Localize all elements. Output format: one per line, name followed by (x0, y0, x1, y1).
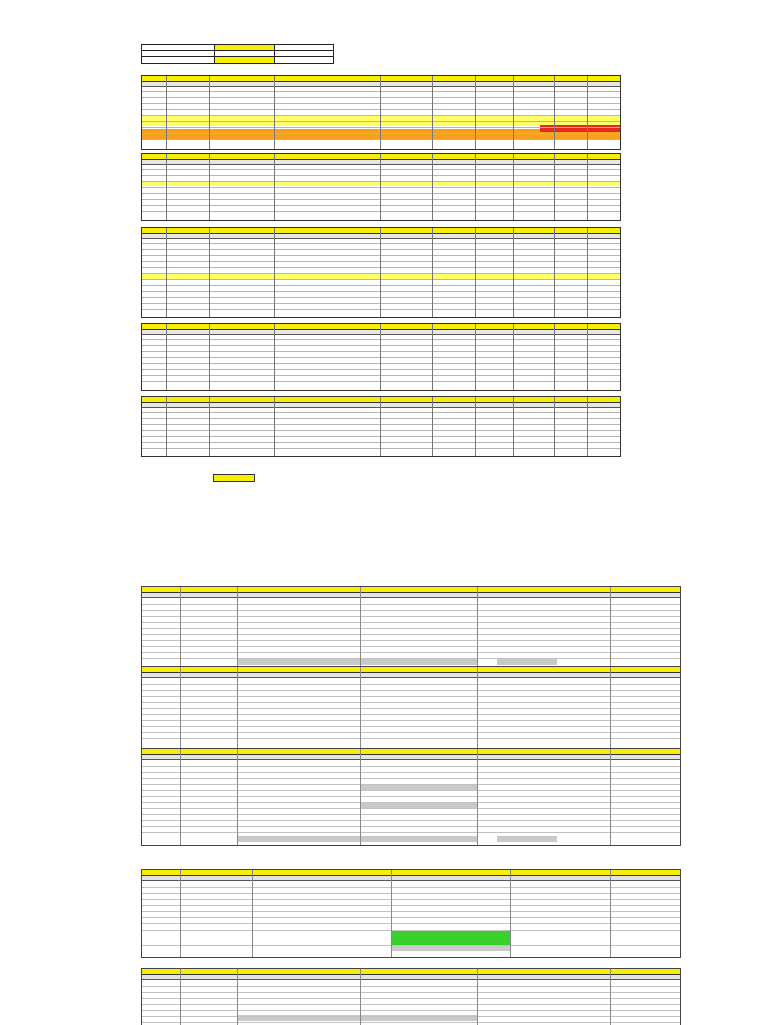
table-row-line (142, 696, 680, 697)
column-divider (554, 76, 555, 149)
table-row-line (142, 720, 680, 721)
column-divider (513, 324, 514, 390)
column-divider (510, 870, 511, 957)
table-row-line (142, 766, 680, 767)
column-header-row (142, 593, 680, 598)
table-row-line (142, 640, 680, 641)
table-row-line (142, 998, 680, 999)
column-divider (475, 76, 476, 149)
column-divider (587, 228, 588, 317)
table-row-line (142, 351, 620, 352)
column-divider (380, 397, 381, 456)
column-divider (209, 76, 210, 149)
column-divider (477, 587, 478, 668)
column-divider (432, 154, 433, 220)
table-row-line (142, 303, 620, 304)
header-column-divider (274, 45, 275, 63)
top-table-section-4 (141, 323, 621, 391)
table-row-line (142, 103, 620, 104)
table-row-line (142, 738, 680, 739)
column-divider (554, 397, 555, 456)
column-divider (274, 154, 275, 220)
table-row-line (142, 139, 620, 140)
table-row-line (142, 430, 620, 431)
table-row-line (142, 418, 620, 419)
table-row-line (142, 205, 620, 206)
table-row-line (142, 604, 680, 605)
table-row-line (142, 887, 680, 888)
table-row-line (142, 905, 680, 906)
shaded-cell (237, 836, 477, 842)
table-row-line (142, 424, 620, 425)
column-divider (432, 397, 433, 456)
column-divider (513, 76, 514, 149)
column-divider (237, 587, 238, 668)
table-row-line (142, 1004, 680, 1005)
table-row-line (142, 616, 680, 617)
column-divider (477, 667, 478, 749)
footer-yellow-note (213, 474, 255, 482)
table-row-line (142, 442, 620, 443)
column-divider (180, 969, 181, 1025)
column-divider (513, 228, 514, 317)
table-row-line (142, 646, 680, 647)
column-divider (610, 749, 611, 845)
column-divider (360, 969, 361, 1025)
column-divider (587, 76, 588, 149)
header-divider (142, 50, 333, 51)
bottom-table-section-3 (141, 748, 681, 846)
column-divider (209, 397, 210, 456)
column-divider (391, 870, 392, 957)
column-divider (554, 228, 555, 317)
column-divider (166, 397, 167, 456)
table-row-line (142, 267, 620, 268)
header-divider (142, 56, 333, 57)
column-divider (180, 667, 181, 749)
table-row-line (142, 930, 680, 931)
table-row-line (142, 109, 620, 110)
column-divider (180, 749, 181, 845)
table-row-line (142, 784, 680, 785)
table-row-line (142, 778, 680, 779)
column-divider (475, 228, 476, 317)
column-divider (237, 749, 238, 845)
table-row-line (142, 381, 620, 382)
header-yellow-cell-2 (214, 57, 274, 63)
column-divider (209, 154, 210, 220)
column-divider (554, 154, 555, 220)
table-row-line (142, 309, 620, 310)
column-divider (610, 870, 611, 957)
top-table-section-2 (141, 153, 621, 221)
column-divider (477, 969, 478, 1025)
column-divider (274, 324, 275, 390)
table-row-line (142, 199, 620, 200)
column-divider (587, 154, 588, 220)
document-header-grid (141, 44, 334, 64)
table-row-line (142, 345, 620, 346)
column-divider (380, 324, 381, 390)
column-divider (237, 969, 238, 1025)
column-divider (180, 587, 181, 668)
bottom-table-section-5 (141, 968, 681, 1025)
column-divider (237, 667, 238, 749)
column-divider (513, 397, 514, 456)
table-row-line (142, 714, 680, 715)
table-row-line (142, 291, 620, 292)
column-divider (432, 228, 433, 317)
table-row-line (142, 285, 620, 286)
table-row-line (142, 986, 680, 987)
column-divider (274, 228, 275, 317)
table-row-line (142, 91, 620, 92)
column-divider (380, 154, 381, 220)
column-header-row (142, 330, 620, 335)
table-row-line (142, 992, 680, 993)
table-row-line (142, 369, 620, 370)
column-header-row (142, 876, 680, 881)
column-header-row (142, 975, 680, 980)
table-row-line (142, 628, 680, 629)
header-column-divider (214, 45, 215, 63)
table-row-line (142, 610, 680, 611)
shaded-cell (497, 836, 557, 842)
table-row-line (142, 802, 680, 803)
table-row-line (142, 826, 680, 827)
top-table-section-1 (141, 75, 621, 150)
table-row-line (142, 357, 620, 358)
highlighted-green-cell (391, 931, 510, 945)
column-divider (166, 76, 167, 149)
column-divider (432, 324, 433, 390)
table-row-line (142, 690, 680, 691)
column-header-row (142, 673, 680, 678)
column-divider (610, 969, 611, 1025)
table-row-line (142, 893, 680, 894)
column-divider (610, 587, 611, 668)
table-row-line (142, 820, 680, 821)
table-row-line (142, 97, 620, 98)
table-row-line (142, 448, 620, 449)
table-row-line (142, 436, 620, 437)
column-divider (475, 397, 476, 456)
table-row-line (142, 175, 620, 176)
column-divider (209, 228, 210, 317)
top-table-section-3 (141, 227, 621, 318)
table-row-line (142, 243, 620, 244)
table-row-line (142, 923, 680, 924)
table-row-line (142, 732, 680, 733)
table-row-line (142, 133, 620, 134)
column-divider (610, 667, 611, 749)
column-divider (166, 228, 167, 317)
table-row-line (142, 808, 680, 809)
table-row-line (142, 772, 680, 773)
column-divider (180, 870, 181, 957)
table-row-line (142, 726, 680, 727)
table-row-line (142, 297, 620, 298)
table-row-line (142, 684, 680, 685)
shaded-cell (237, 659, 477, 665)
table-row-line (142, 363, 620, 364)
table-row-line (142, 790, 680, 791)
table-row-line (142, 911, 680, 912)
column-divider (475, 324, 476, 390)
table-row-line (142, 261, 620, 262)
column-divider (209, 324, 210, 390)
column-divider (360, 667, 361, 749)
table-row-line (142, 634, 680, 635)
column-divider (274, 397, 275, 456)
table-row-line (142, 273, 620, 274)
bottom-table-section-2 (141, 666, 681, 750)
table-row-line (142, 279, 620, 280)
column-divider (380, 228, 381, 317)
table-row-line (142, 115, 620, 116)
table-row-line (142, 796, 680, 797)
column-divider (166, 154, 167, 220)
column-header-row (142, 234, 620, 239)
table-row-line (142, 249, 620, 250)
table-row-line (142, 1010, 680, 1011)
table-row-line (142, 708, 680, 709)
column-divider (166, 324, 167, 390)
top-table-section-5 (141, 396, 621, 457)
column-divider (587, 397, 588, 456)
column-divider (274, 76, 275, 149)
table-row-line (142, 211, 620, 212)
bottom-table-section-1 (141, 586, 681, 669)
table-row-line (142, 702, 680, 703)
table-row-line (142, 622, 680, 623)
column-divider (360, 587, 361, 668)
column-divider (477, 749, 478, 845)
table-row-line (142, 1022, 680, 1023)
table-row-line (142, 375, 620, 376)
table-row-line (142, 945, 680, 946)
column-divider (475, 154, 476, 220)
table-row-line (142, 255, 620, 256)
table-row-line (142, 193, 620, 194)
column-divider (554, 324, 555, 390)
column-header-row (142, 160, 620, 165)
column-divider (432, 76, 433, 149)
column-header-row (142, 755, 680, 760)
column-divider (380, 76, 381, 149)
table-row-line (142, 339, 620, 340)
table-row-line (142, 658, 680, 659)
table-row-line (142, 814, 680, 815)
table-row-line (142, 169, 620, 170)
table-row-line (142, 652, 680, 653)
column-divider (360, 749, 361, 845)
bottom-table-section-4 (141, 869, 681, 958)
column-divider (587, 324, 588, 390)
table-row-line (142, 917, 680, 918)
table-row-line (142, 127, 620, 128)
column-divider (252, 870, 253, 957)
column-divider (513, 154, 514, 220)
table-row-line (142, 899, 680, 900)
table-row-line (142, 1016, 680, 1017)
table-row-line (142, 121, 620, 122)
table-row-line (142, 412, 620, 413)
table-row-line (142, 832, 680, 833)
column-header-row (142, 82, 620, 87)
table-row-line (142, 181, 620, 182)
shaded-cell (497, 659, 557, 665)
column-header-row (142, 403, 620, 408)
table-row-line (142, 187, 620, 188)
